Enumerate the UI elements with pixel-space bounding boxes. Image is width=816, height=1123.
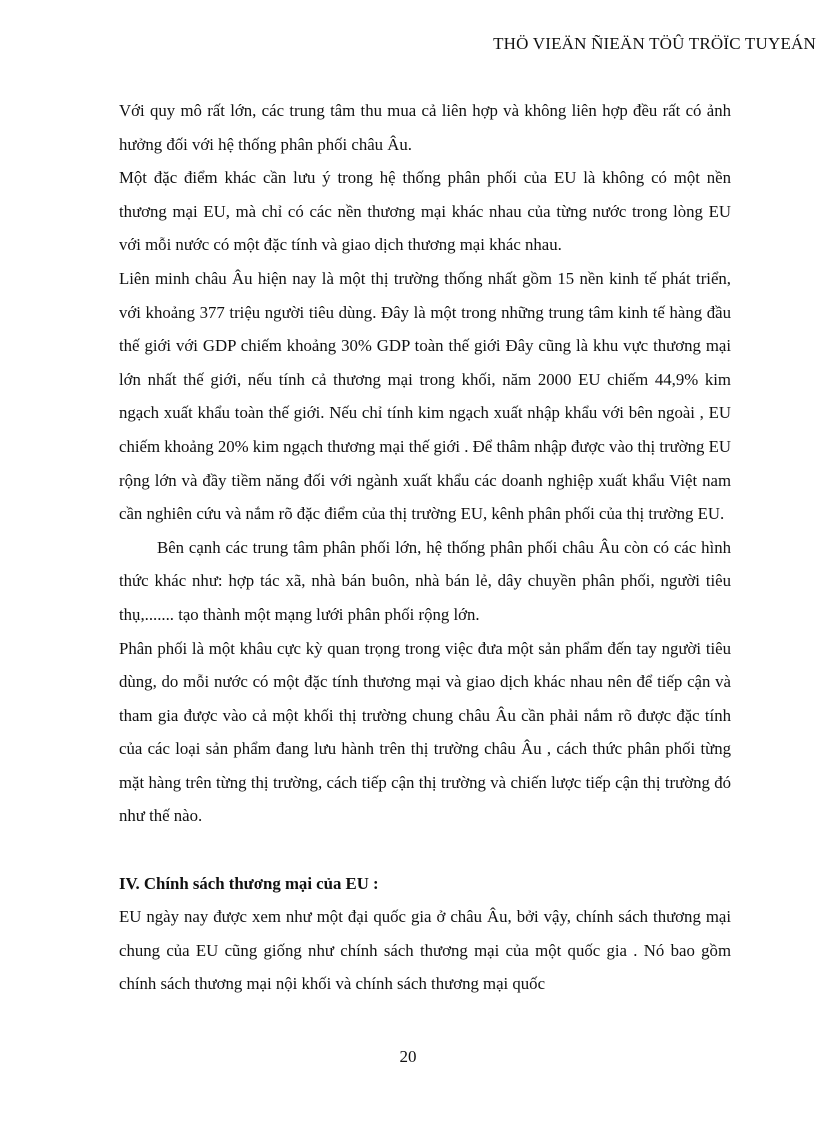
section-heading: IV. Chính sách thương mại của EU : — [119, 873, 379, 893]
paragraph-1: Với quy mô rất lớn, các trung tâm thu mua cả liên hợp và không liên hợp đều rất có ảnh hưởng đối với hệ thống phân phối châu Âu. — [119, 101, 731, 154]
paragraph-5: Phân phối là một khâu cực kỳ quan trọng trong việc đưa một sản phẩm đến tay người tiêu dùng, do mỗi nước có một đặc tính thương mại và giao dịch khác nhau nên để tiếp cận và tham gia được vào cả một khối thị trường chung châu Âu cần phải nắm rõ được đặc tính của các loại sản phẩm đang lưu hành trên thị trường châu Âu , cách thức phân phối từng mặt hàng trên từng thị trường, cách tiếp cận thị trường và chiến lược tiếp cận thị trường đó như thế nào. — [119, 638, 731, 826]
paragraph-2: Một đặc điểm khác cần lưu ý trong hệ thống phân phối của EU là không có một nền thương mại EU, mà chỉ có các nền thương mại khác nhau của từng nước trong lòng EU với mỗi nước có một đặc tính và giao dịch thương mại khác nhau. — [119, 168, 731, 255]
section-spacer — [119, 833, 731, 867]
running-header: THÖ VIEÄN ÑIEÄN TÖÛ TRÖÏC TUYEÁN — [493, 34, 816, 53]
section-paragraph: EU ngày nay được xem như một đại quốc gia ở châu Âu, bởi vậy, chính sách thương mại chung của EU cũng giống như chính sách thương mại của một quốc gia . Nó bao gồm chính sách thương mại nội khối và chính sách thương mại quốc — [119, 907, 731, 994]
document-body — [119, 94, 731, 1001]
paragraph-4: Bên cạnh các trung tâm phân phối lớn, hệ thống phân phối châu Âu còn có các hình thức khác như: hợp tác xã, nhà bán buôn, nhà bán lẻ, dây chuyền phân phối, người tiêu thụ,....... tạo thành một mạng lưới phân phối rộng lớn. — [119, 537, 731, 624]
page-number: 20 — [399, 1047, 417, 1066]
paragraph-3: Liên minh châu Âu hiện nay là một thị trường thống nhất gồm 15 nền kinh tế phát triển, với khoảng 377 triệu người tiêu dùng. Đây là một trong những trung tâm kinh tế hàng đầu thế giới với GDP chiếm khoảng 30% GDP toàn thế giới Đây cũng là khu vực thương mại lớn nhất thế giới, nếu tính cả thương mại trong khối, năm 2000 EU chiếm 44,9% kim ngạch xuất khẩu toàn thế giới. Nếu chỉ tính kim ngạch xuất nhập khẩu với bên ngoài , EU chiếm khoảng 20% kim ngạch thương mại thế giới . Để thâm nhập được vào thị trường EU rộng lớn và đầy tiềm năng đối với ngành xuất khẩu các doanh nghiệp xuất khẩu Việt nam cần nghiên cứu và nắm rõ đặc điểm của thị trường EU, kênh phân phối của thị trường EU. — [119, 268, 731, 524]
